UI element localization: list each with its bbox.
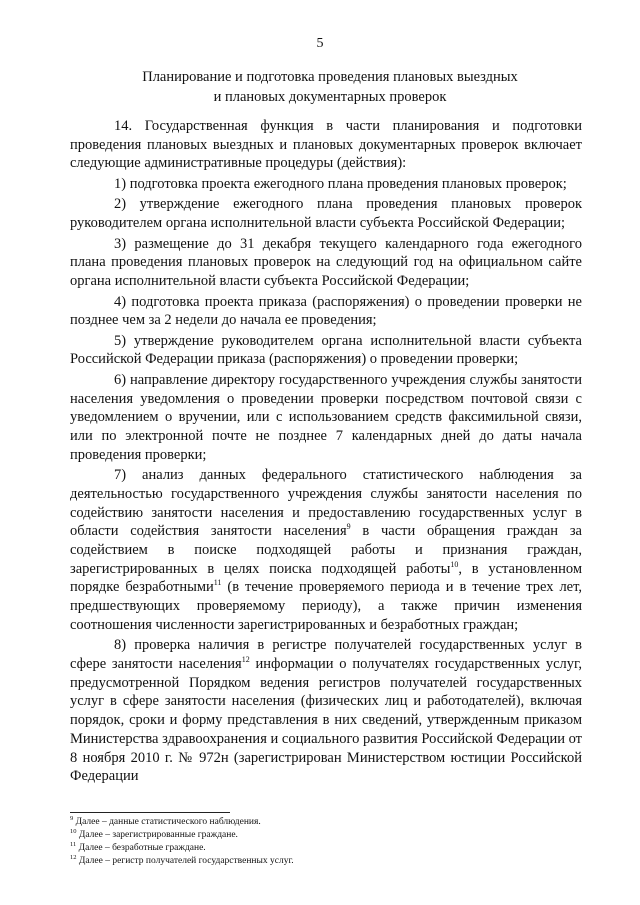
section-heading [70, 67, 590, 107]
document-body [70, 117, 582, 786]
footnote-ref-11: 11 [213, 578, 222, 588]
procedure-item-6: 6) направление директору государственного учреждения службы занятости населения уведомления о проведении проверки посредством почтовой связи с уведомлением о вручении, или с использованием средств факсимильной связи, или по электронной почте не позднее 7 календарных дней до даты начала проведения проверки; [70, 371, 582, 463]
footnote-12 [70, 855, 590, 868]
footnote-ref-10: 10 [450, 559, 459, 569]
footnote-number: 9 [70, 815, 74, 822]
footnote-text: Далее – данные статистического наблюдения. [75, 817, 261, 827]
footnote-number: 10 [70, 828, 77, 835]
procedure-item-5: 5) утверждение руководителем органа исполнительной власти субъекта Российской Федерации приказа (распоряжения) о проведении проверки; [70, 332, 582, 368]
footnote-number: 12 [70, 854, 77, 861]
footnote-ref-9: 9 [346, 522, 351, 532]
footnotes [70, 816, 590, 868]
item-7-text-c: , в установленном порядке безработными [70, 560, 582, 596]
paragraph-14: 14. Государственная функция в части планирования и подготовки проведения плановых выездных и плановых документарных проверок включает следующие административные процедуры (действия): [70, 118, 582, 172]
procedure-item-8 [70, 636, 582, 786]
item-8-text-b: информации о получателях государственных услуг, предусмотренной Порядком ведения регистров получателей государственных услуг в сфере занятости населения (физических лиц и работодателей), включая порядок, сроки и форму представления в них сведений, утвержденным приказом Министерства здравоохранения и социального развития Российской Федерации от 8 ноября 2010 г. № 972н (зарегистрирован Министерством юстиции Российской Федерации [70, 656, 582, 785]
heading-line-2: и плановых документарных проверок [213, 89, 447, 105]
footnote-text: Далее – зарегистрированные граждане. [78, 830, 238, 840]
footnote-number: 11 [70, 841, 77, 848]
procedure-item-3: 3) размещение до 31 декабря текущего календарного года ежегодного плана проведения плановых проверок на следующий год на официальном сайте органа исполнительной власти субъекта Российской Федерации; [70, 235, 582, 290]
item-8-text-a: 8) проверка наличия в регистре получателей государственных услуг в сфере занятости населения [70, 637, 582, 673]
item-7-text-b: в части обращения граждан за содействием в поиске подходящей работы и признания граждан, зарегистрированных в целях поиска подходящей работы [70, 523, 582, 577]
heading-line-1: Планирование и подготовка проведения плановых выездных [142, 69, 518, 85]
procedure-item-1: 1) подготовка проекта ежегодного плана проведения плановых проверок; [114, 175, 567, 192]
page-number: 5 [316, 36, 324, 51]
footnote-ref-12: 12 [241, 655, 250, 665]
item-7-text-d: (в течение проверяемого периода и в течение трех лет, предшествующих проверяемому периоду), а также причин изменения соотношения численности зарегистрированных и безработных граждан; [70, 579, 582, 633]
procedure-item-2: 2) утверждение ежегодного плана проведения плановых проверок руководителем органа исполнительной власти субъекта Российской Федерации; [70, 196, 582, 232]
item-7-text-a: 7) анализ данных федерального статистического наблюдения за деятельностью государственного учреждения службы занятости населения по содействию занятости населения и предоставлению государственных услуг в области содействия занятости населения [70, 467, 582, 540]
procedure-item-7 [70, 466, 582, 634]
footnote-separator [70, 812, 230, 813]
footnote-10 [70, 829, 590, 842]
procedure-item-4: 4) подготовка проекта приказа (распоряжения) о проведении проверки не позднее чем за 2 недели до начала ее проведения; [70, 293, 582, 329]
footnote-text: Далее – регистр получателей государственных услуг. [78, 856, 294, 866]
footnote-11 [70, 842, 590, 855]
footnote-text: Далее – безработные граждане. [78, 843, 206, 853]
footnote-9 [70, 816, 590, 829]
